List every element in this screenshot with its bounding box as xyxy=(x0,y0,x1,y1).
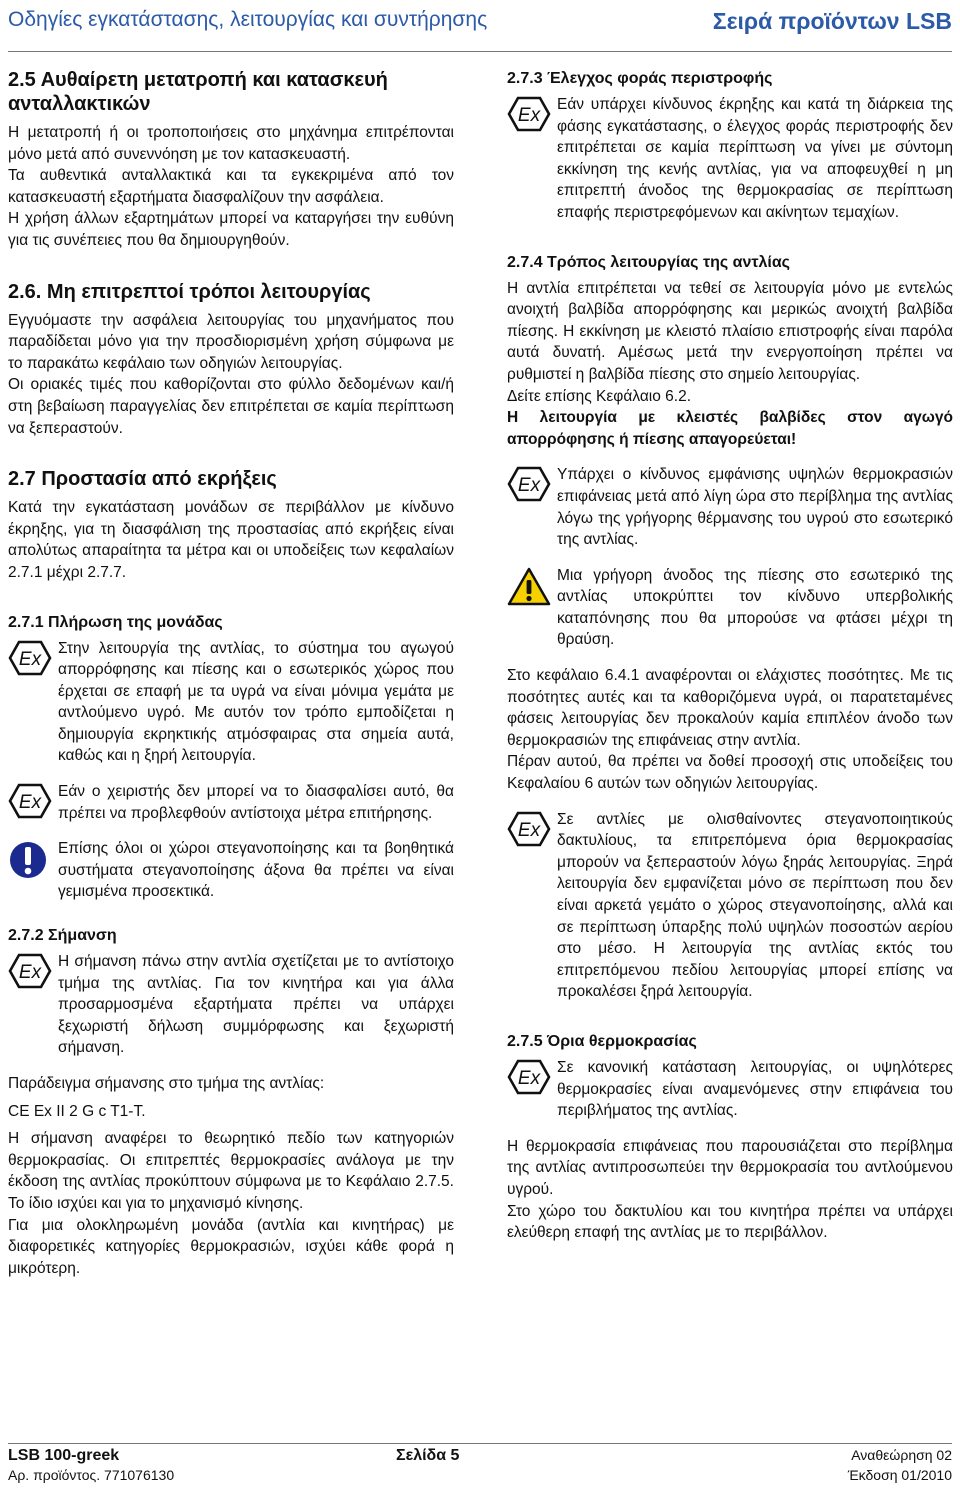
page-number: Σελίδα 5 xyxy=(396,1447,460,1464)
ex-explosion-protection-icon xyxy=(507,809,553,852)
paragraph: Στο κεφάλαιο 6.4.1 αναφέρονται οι ελάχιστες ποσότητες. Με τις ποσότητες αυτές και τα καθοριζόμενα υγρά, οι παρατεταμένες φάσεις λειτουργίας δεν προκαλούν καμία επιπλέον άνοδο των θερμοκρασιών της επιφάνειας στην αντλία. xyxy=(507,667,953,749)
ex-notice xyxy=(507,464,953,550)
section-2-7-3-title: 2.7.3 Έλεγχος φοράς περιστροφής xyxy=(507,70,773,87)
ex-notice xyxy=(507,809,953,1003)
section-2-7-1-title: 2.7.1 Πλήρωση της μονάδας xyxy=(8,613,223,631)
svg-text:Ex: Ex xyxy=(18,648,42,670)
notice-text: Υπάρχει ο κίνδυνος εμφάνισης υψηλών θερμοκρασιών επιφάνειας μετά από λίγη ώρα στο περίβλημα της αντλίας λόγω της γρήγορης θέρμανσης του υγρού στο εσωτερικό της αντλίας. xyxy=(557,466,953,549)
ex-notice xyxy=(8,781,454,824)
document-title: Οδηγίες εγκατάστασης, λειτουργίας και συντήρησης xyxy=(8,8,488,31)
notice-text: Η σήμανση πάνω στην αντλία σχετίζεται με το αντίστοιχο τμήμα της αντλίας. Για τον κινητήρα και για άλλα προσαρμοσμένα εξαρτήματα πρέπει να υπάρχει ξεχωριστή δήλωση συμμόρφωσης και ξεχωριστή σήμανση. xyxy=(58,953,454,1057)
ex-explosion-protection-icon xyxy=(507,1057,553,1100)
paragraph: Η σήμανση αναφέρει το θεωρητικό πεδίο των κατηγοριών θερμοκρασίας. Οι επιτρεπτές θερμοκρασίες ανάλογα με την έκδοση της αντλίας προκύπτουν σύμφωνα με το Κεφάλαιο 2.7.5. Το ίδιο ισχύει και για το μηχανισμό κίνησης. xyxy=(8,1130,454,1212)
ex-explosion-protection-icon xyxy=(507,464,553,507)
svg-text:Ex: Ex xyxy=(18,792,42,814)
product-number: Αρ. προϊόντος. 771076130 xyxy=(8,1467,175,1483)
ex-explosion-protection-icon xyxy=(8,951,54,994)
header-divider xyxy=(8,51,952,52)
svg-text:Ex: Ex xyxy=(517,1067,541,1089)
paragraph: Στο χώρο του δακτυλίου και του κινητήρα πρέπει να υπάρχει ελεύθερη επαφή της αντλίας με το περιβάλλον. xyxy=(507,1202,953,1242)
paragraph: Τα αυθεντικά ανταλλακτικά και τα εγκεκριμένα από τον κατασκευαστή εξαρτήματα διασφαλίζουν την ασφάλεια. xyxy=(8,167,454,206)
svg-text:Ex: Ex xyxy=(517,819,541,841)
paragraph: Η μετατροπή ή οι τροποποιήσεις στο μηχάνημα επιτρέπονται μόνο μετά από συνεννόηση με τον κατασκευαστή. xyxy=(8,124,454,163)
ex-notice xyxy=(507,94,953,224)
section-2-5-title: 2.5 Αυθαίρετη μετατροπή και κατασκευή ανταλλακτικών xyxy=(8,69,388,115)
ex-notice xyxy=(507,1057,953,1122)
paragraph: Εγγυόμαστε την ασφάλεια λειτουργίας του μηχανήματος που παραδίδεται μόνο για την προσδιορισμένη χρήση σύμφωνα με το παρακάτω κεφάλαιο των οδηγιών λειτουργίας. xyxy=(8,311,454,372)
notice-text: Στην λειτουργία της αντλίας, το σύστημα του αγωγού απορρόφησης και πίεσης και ο εσωτερικός χώρος που έρχεται σε επαφή με τα υγρά να είναι μόνιμα γεμάτα με αντλούμενο υγρό. Με αυτόν τον τρόπο εμποδίζεται η δημιουργία εκρηκτικής ατμόσφαιρας στα σημεία αυτά, καθώς και η ξηρή λειτουργία. xyxy=(58,639,454,765)
warning-notice xyxy=(507,565,953,651)
revision: Αναθεώρηση 02 xyxy=(851,1447,952,1463)
paragraph: Δείτε επίσης Κεφάλαιο 6.2. xyxy=(507,387,692,405)
section-2-7-5-title: 2.7.5 Όρια θερμοκρασίας xyxy=(507,1032,697,1050)
left-column xyxy=(8,68,454,1279)
ex-notice xyxy=(8,951,454,1059)
warning-triangle-icon xyxy=(507,565,553,612)
ex-explosion-protection-icon xyxy=(8,781,54,824)
section-2-7-title: 2.7 Προστασία από εκρήξεις xyxy=(8,468,277,491)
notice-text: Εάν ο χειριστής δεν μπορεί να το διασφαλίσει αυτό, θα πρέπει να προβλεφθούν αντίστοιχα μέτρα επιτήρησης. xyxy=(58,783,454,822)
section-2-7-4-title: 2.7.4 Τρόπος λειτουργίας της αντλίας xyxy=(507,253,790,271)
ex-explosion-protection-icon xyxy=(507,94,553,137)
paragraph: Παράδειγμα σήμανσης στο τμήμα της αντλίας: xyxy=(8,1075,325,1092)
notice-text: Επίσης όλοι οι χώροι στεγανοποίησης και τα βοηθητικά συστήματα στεγανοποίησης άξονα θα πρέπει να είναι γεμισμένα προσεκτικά. xyxy=(58,840,454,901)
section-2-7-2-title: 2.7.2 Σήμανση xyxy=(8,927,117,945)
footer-divider xyxy=(8,1443,952,1444)
page-footer xyxy=(8,1447,952,1485)
section-2-6-title: 2.6. Μη επιτρεπτοί τρόποι λειτουργίας xyxy=(8,280,371,303)
notice-text: Σε αντλίες με ολισθαίνοντες στεγανοποιητικούς δακτυλίους, τα επιτρεπόμενα όρια θερμοκρασίας μπορούν να ξεπεραστούν λόγω ξηράς λειτουργίας. Ξηρά λειτουργία δεν εμφανίζεται μόνο σε περίπτωση που δεν είναι αρκετά γεμάτο ο χώρος στεγανοποίησης, αλλά και σε περίπτωση ύπαρξης πολύ υψηλών ποσοστών αερίου στο μέσο. Η λειτουργία της αντλίας εκτός του επιτρεπόμενου πεδίου λειτουργίας μπορεί επίσης να προκαλέσει ξηρά λειτουργία. xyxy=(557,810,953,1001)
ex-explosion-protection-icon xyxy=(8,638,54,681)
paragraph: Η αντλία επιτρέπεται να τεθεί σε λειτουργία μόνο με εντελώς ανοιχτή βαλβίδα απορρόφησης και μερικώς ανοιχτή βαλβίδα πίεσης. Η εκκίνηση με κλειστό πλαίσιο επιστροφής είναι παρόλα αυτά δυνατή. Αμέσως μετά την ενεργοποίηση πρέπει να ρυθμιστεί η βαλβίδα πίεσης στο σημείο λειτουργίας. xyxy=(507,279,953,383)
paragraph: Η χρήση άλλων εξαρτημάτων μπορεί να καταργήσει την ευθύνη για τις συνέπειες που θα δημιουργηθούν. xyxy=(8,210,454,249)
paragraph: Κατά την εγκατάσταση μονάδων σε περιβάλλον με κίνδυνο έκρηξης, για τη διασφάλιση της προστασίας από εκρήξεις είναι απολύτως απαραίτητα τα μέτρα και οι υποδείξεις των κεφαλαίων 2.7.1 μέχρι 2.7.7. xyxy=(8,499,454,581)
issue-date: Έκδοση 01/2010 xyxy=(847,1467,952,1483)
notice-text: Εάν υπάρχει κίνδυνος έκρηξης και κατά τη διάρκεια της φάσης εγκατάστασης, ο έλεγχος φοράς περιστροφής δεν επιτρέπεται σε καμία περίπτωση να γίνει με σύντομη εκκίνηση της κενής αντλίας, για να αποφευχθεί η μη επιτρεπτή άνοδος της θερμοκρασίας σε περίπτωση επαφής περιστρεφόμενων και ακίνητων τεμαχίων. xyxy=(557,96,953,221)
notice-text: Σε κανονική κατάσταση λειτουργίας, οι υψηλότερες θερμοκρασίες είναι αναμενόμενες στην επιφάνεια του περιβλήματος της αντλίας. xyxy=(557,1058,953,1120)
notice-text: Μια γρήγορη άνοδος της πίεσης στο εσωτερικό της αντλίας υποκρύπτει τον κίνδυνο υπερβολικής καταπόνησης που θα μπορούσε να φτάσει μέχρι τη θραύση. xyxy=(557,566,953,649)
svg-text:Ex: Ex xyxy=(18,962,42,984)
ex-notice xyxy=(8,638,454,768)
paragraph: Για μια ολοκληρωμένη μονάδα (αντλία και κινητήρας) με διαφορετικές κατηγορίες θερμοκρασιών, ισχύει κάθε φορά η μικρότερη. xyxy=(8,1216,454,1277)
paragraph: Η θερμοκρασία επιφάνειας που παρουσιάζεται στο περίβλημα της αντλίας αντιπροσωπεύει την θερμοκρασία του αντλούμενου υγρού. xyxy=(507,1137,953,1198)
svg-text:Ex: Ex xyxy=(517,105,541,126)
page-header xyxy=(8,6,952,46)
paragraph: Οι οριακές τιμές που καθορίζονται στο φύλλο δεδομένων και/ή στη βεβαίωση παραγγελίας δεν επιτρέπεται σε καμία περίπτωση να ξεπεραστούν. xyxy=(8,376,454,437)
right-column xyxy=(507,68,953,1244)
exclamation-warning-icon xyxy=(8,838,54,885)
warning-notice xyxy=(8,838,454,903)
product-series: Σειρά προϊόντων LSB xyxy=(712,8,952,34)
svg-text:Ex: Ex xyxy=(517,475,541,497)
paragraph: Πέραν αυτού, θα πρέπει να δοθεί προσοχή στις υποδείξεις του Κεφαλαίου 6 αυτών των οδηγιών λειτουργίας. xyxy=(507,753,953,793)
document-code: LSB 100-greek xyxy=(8,1447,120,1464)
paragraph: CE Ex II 2 G c T1-T. xyxy=(8,1102,146,1120)
bold-warning: Η λειτουργία με κλειστές βαλβίδες στον αγωγό απορρόφησης ή πίεσης απαγορεύεται! xyxy=(507,409,953,448)
